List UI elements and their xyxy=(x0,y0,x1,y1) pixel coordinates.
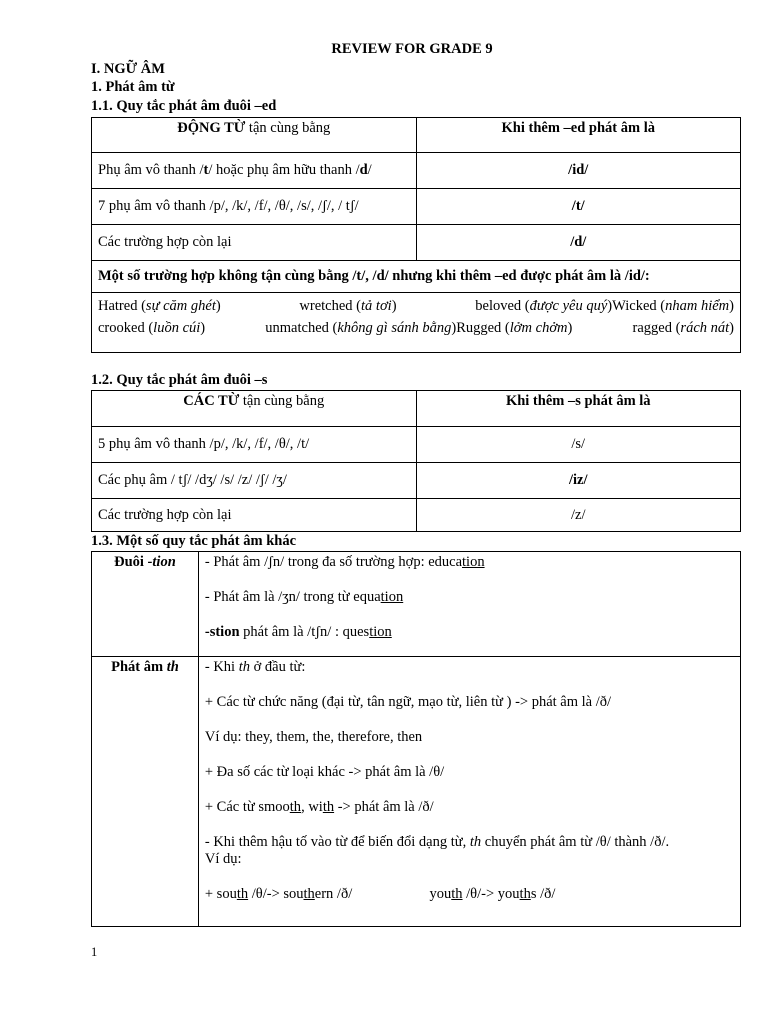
table-header-row xyxy=(92,391,741,427)
page-number: 1 xyxy=(91,945,98,959)
table-row xyxy=(92,189,741,225)
section-heading: I. NGỮ ÂM xyxy=(91,61,165,77)
exception-examples: Hatred (sự căm ghét) wretched (tả tơi) beloved (được yêu quý)Wicked (nham hiểm) crooked (luồn cúi) unmatched (không gì sánh bằng)Rugged (lởm chởm) ragged (rách nát) xyxy=(92,293,741,353)
page-title: REVIEW FOR GRADE 9 xyxy=(331,41,493,57)
table-row xyxy=(92,153,741,189)
table-row xyxy=(92,499,741,532)
table-header-row xyxy=(92,118,741,153)
table-cell: /d/ xyxy=(416,225,741,261)
table-cell: Các phụ âm / tʃ/ /dʒ/ /s/ /z/ /ʃ/ /ʒ/ xyxy=(92,463,417,499)
table-row xyxy=(92,293,741,353)
table-cell: Phụ âm vô thanh /t/ hoặc phụ âm hữu thanh /d/ xyxy=(92,153,417,189)
exception-heading: Một số trường hợp không tận cùng bằng /t/, /d/ nhưng khi thêm –ed được phát âm là /id/: xyxy=(92,261,741,293)
subsection-heading-other: 1.3. Một số quy tắc phát âm khác xyxy=(91,533,297,549)
rule-content-th: - Khi th ở đầu từ: + Các từ chức năng (đại từ, tân ngữ, mạo từ, liên từ ) -> phát âm là /ð/ Ví dụ: they, them, the, therefore, then + Đa số các từ loại khác -> phát âm là /θ/ + Các từ smooth, with -> phát âm là /ð/ - Khi thêm hậu tố vào từ để biến đổi dạng từ, th chuyển phát âm từ /θ/ thành /ð/. Ví dụ: + south /θ/-> southern /ð/ youth /θ/-> youths /ð/ xyxy=(198,657,740,927)
table-row xyxy=(92,463,741,499)
subsection-heading-ed: 1.1. Quy tắc phát âm đuôi –ed xyxy=(91,98,277,114)
header-cell xyxy=(92,118,417,153)
table-cell: /iz/ xyxy=(416,463,741,499)
rule-content-tion: - Phát âm /ʃn/ trong đa số trường hợp: education - Phát âm là /ʒn/ trong từ equation -stion phát âm là /tʃn/ : question xyxy=(198,552,740,657)
header-rest-text: tận cùng bằng xyxy=(245,120,331,136)
header-bold-text: CÁC TỪ xyxy=(183,393,240,409)
table-cell: Các trường hợp còn lại xyxy=(92,225,417,261)
table-cell: 7 phụ âm vô thanh /p/, /k/, /f/, /θ/, /s/, /ʃ/, / tʃ/ xyxy=(92,189,417,225)
table-cell: /id/ xyxy=(416,153,741,189)
other-rules-table xyxy=(91,551,741,927)
table-row xyxy=(92,657,741,927)
table-cell: 5 phụ âm vô thanh /p/, /k/, /f/, /θ/, /t/ xyxy=(92,427,417,463)
rule-label-tion: Đuôi -tion xyxy=(92,552,199,657)
rule-label-th: Phát âm th xyxy=(92,657,199,927)
subsection-heading-s: 1.2. Quy tắc phát âm đuôi –s xyxy=(91,372,268,388)
table-cell: Các trường hợp còn lại xyxy=(92,499,417,532)
header-cell: Khi thêm –ed phát âm là xyxy=(416,118,741,153)
table-row xyxy=(92,552,741,657)
table-row xyxy=(92,261,741,293)
table-row xyxy=(92,225,741,261)
table-cell: /s/ xyxy=(416,427,741,463)
header-bold-text: ĐỘNG TỪ xyxy=(177,120,246,136)
table-row xyxy=(92,427,741,463)
header-cell xyxy=(92,391,417,427)
s-rules-table xyxy=(91,390,741,532)
table-cell: /t/ xyxy=(416,189,741,225)
ed-rules-table xyxy=(91,117,741,353)
header-rest-text: tận cùng bằng xyxy=(239,393,325,409)
header-cell: Khi thêm –s phát âm là xyxy=(416,391,741,427)
subsection-heading: 1. Phát âm từ xyxy=(91,79,175,95)
table-cell: /z/ xyxy=(416,499,741,532)
